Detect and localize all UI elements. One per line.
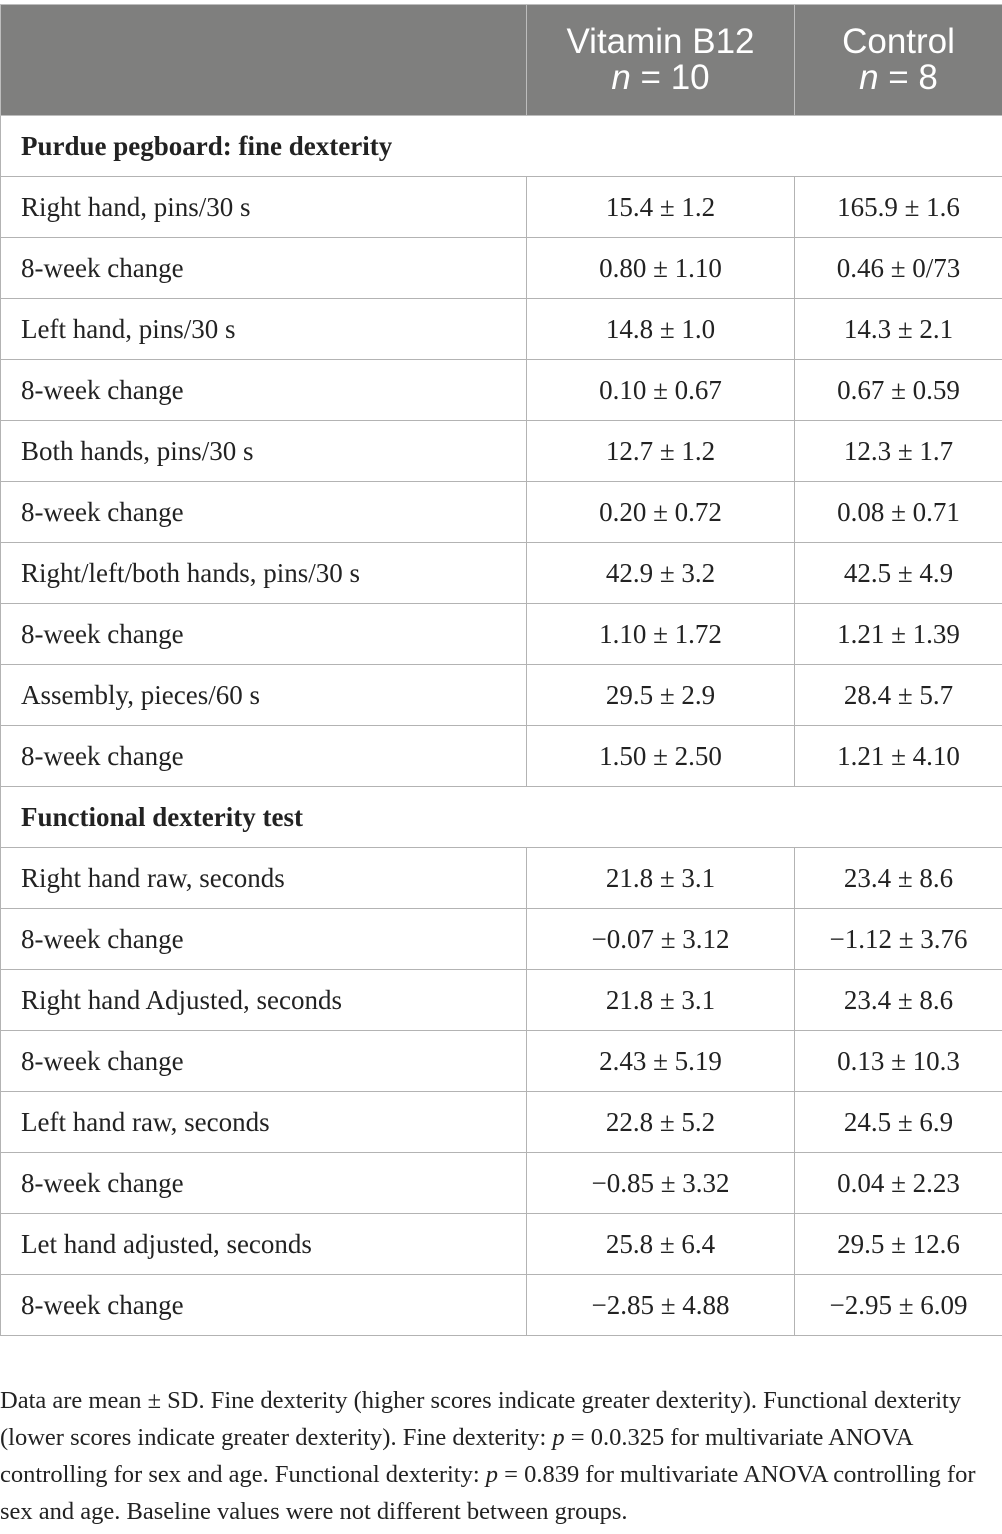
- vitamin-b12-value: 15.4 ± 1.2: [527, 177, 795, 238]
- row-label: Right hand, pins/30 s: [1, 177, 527, 238]
- results-table: [0, 4, 1002, 1336]
- row-label: 8-week change: [1, 1153, 527, 1214]
- control-value: −2.95 ± 6.09: [795, 1275, 1002, 1336]
- table-row: [1, 1031, 1002, 1092]
- table-row: [1, 482, 1002, 543]
- header-vitamin-n: [527, 60, 794, 96]
- vitamin-b12-value: −2.85 ± 4.88: [527, 1275, 795, 1336]
- vitamin-b12-value: 25.8 ± 6.4: [527, 1214, 795, 1275]
- footnote-p2-label: p: [485, 1461, 499, 1488]
- vitamin-b12-value: −0.85 ± 3.32: [527, 1153, 795, 1214]
- header-control-n: [795, 60, 1002, 96]
- control-value: 0.08 ± 0.71: [795, 482, 1002, 543]
- control-value: 0.67 ± 0.59: [795, 360, 1002, 421]
- control-value: 23.4 ± 8.6: [795, 970, 1002, 1031]
- table-row: [1, 299, 1002, 360]
- table-row: [1, 543, 1002, 604]
- control-value: 1.21 ± 1.39: [795, 604, 1002, 665]
- control-value: 165.9 ± 1.6: [795, 177, 1002, 238]
- vitamin-b12-value: 12.7 ± 1.2: [527, 421, 795, 482]
- row-label: 8-week change: [1, 482, 527, 543]
- row-label: 8-week change: [1, 726, 527, 787]
- header-vitamin-title: Vitamin B12: [566, 22, 755, 61]
- header-vitamin-n-label: n: [611, 58, 631, 97]
- table-body: [1, 116, 1002, 1336]
- table-row: [1, 848, 1002, 909]
- table-row: [1, 1275, 1002, 1336]
- table-row: [1, 1092, 1002, 1153]
- section-row: [1, 787, 1002, 848]
- row-label: Left hand raw, seconds: [1, 1092, 527, 1153]
- footnote-part3: = 0.839 for multivariate ANOVA controlling for sex and age. Baseline values were not different between groups.: [0, 1461, 976, 1525]
- table-row: [1, 1153, 1002, 1214]
- vitamin-b12-value: 0.80 ± 1.10: [527, 238, 795, 299]
- control-value: 0.46 ± 0/73: [795, 238, 1002, 299]
- control-value: 1.21 ± 4.10: [795, 726, 1002, 787]
- control-value: 28.4 ± 5.7: [795, 665, 1002, 726]
- table-row: [1, 909, 1002, 970]
- header-control-title: Control: [842, 22, 955, 61]
- table-row: [1, 1214, 1002, 1275]
- vitamin-b12-value: 1.10 ± 1.72: [527, 604, 795, 665]
- footnote-part2: = 0.0.325 for multivariate ANOVA controlling for sex and age. Functional dexterity:: [0, 1424, 913, 1488]
- row-label: 8-week change: [1, 909, 527, 970]
- control-value: 0.04 ± 2.23: [795, 1153, 1002, 1214]
- row-label: Left hand, pins/30 s: [1, 299, 527, 360]
- table-row: [1, 360, 1002, 421]
- row-label: Right hand raw, seconds: [1, 848, 527, 909]
- header-row: [1, 5, 1002, 116]
- row-label: 8-week change: [1, 604, 527, 665]
- vitamin-b12-value: 42.9 ± 3.2: [527, 543, 795, 604]
- vitamin-b12-value: 29.5 ± 2.9: [527, 665, 795, 726]
- footnote-p1-label: p: [552, 1424, 565, 1451]
- section-title: Purdue pegboard: fine dexterity: [1, 116, 1002, 177]
- vitamin-b12-value: 21.8 ± 3.1: [527, 970, 795, 1031]
- control-value: 24.5 ± 6.9: [795, 1092, 1002, 1153]
- row-label: 8-week change: [1, 1031, 527, 1092]
- row-label: Right/left/both hands, pins/30 s: [1, 543, 527, 604]
- control-value: 42.5 ± 4.9: [795, 543, 1002, 604]
- row-label: Assembly, pieces/60 s: [1, 665, 527, 726]
- control-value: 12.3 ± 1.7: [795, 421, 1002, 482]
- vitamin-b12-value: 2.43 ± 5.19: [527, 1031, 795, 1092]
- row-label: Both hands, pins/30 s: [1, 421, 527, 482]
- control-value: 0.13 ± 10.3: [795, 1031, 1002, 1092]
- vitamin-b12-value: 14.8 ± 1.0: [527, 299, 795, 360]
- vitamin-b12-value: 0.10 ± 0.67: [527, 360, 795, 421]
- table-row: [1, 726, 1002, 787]
- table-row: [1, 177, 1002, 238]
- vitamin-b12-value: 22.8 ± 5.2: [527, 1092, 795, 1153]
- vitamin-b12-value: 1.50 ± 2.50: [527, 726, 795, 787]
- table-row: [1, 970, 1002, 1031]
- row-label: 8-week change: [1, 1275, 527, 1336]
- row-label: Let hand adjusted, seconds: [1, 1214, 527, 1275]
- row-label: 8-week change: [1, 238, 527, 299]
- header-control: [795, 5, 1002, 116]
- control-value: 23.4 ± 8.6: [795, 848, 1002, 909]
- row-label: 8-week change: [1, 360, 527, 421]
- control-value: 29.5 ± 12.6: [795, 1214, 1002, 1275]
- header-control-n-label: n: [859, 58, 879, 97]
- header-control-n-value: = 8: [878, 58, 938, 97]
- header-vitamin-b12: [527, 5, 795, 116]
- control-value: 14.3 ± 2.1: [795, 299, 1002, 360]
- footnote-part1: Data are mean ± SD. Fine dexterity (higher scores indicate greater dexterity). Functional dexterity (lower scores indicate greater dexterity). Fine dexterity:: [0, 1387, 962, 1451]
- table-row: [1, 604, 1002, 665]
- header-vitamin-n-value: = 10: [630, 58, 710, 97]
- row-label: Right hand Adjusted, seconds: [1, 970, 527, 1031]
- table-row: [1, 665, 1002, 726]
- header-empty-cell: [1, 5, 527, 116]
- table-row: [1, 421, 1002, 482]
- control-value: −1.12 ± 3.76: [795, 909, 1002, 970]
- vitamin-b12-value: 21.8 ± 3.1: [527, 848, 795, 909]
- table-row: [1, 238, 1002, 299]
- vitamin-b12-value: 0.20 ± 0.72: [527, 482, 795, 543]
- vitamin-b12-value: −0.07 ± 3.12: [527, 909, 795, 970]
- section-title: Functional dexterity test: [1, 787, 1002, 848]
- section-row: [1, 116, 1002, 177]
- table-footnote: [0, 1382, 1000, 1530]
